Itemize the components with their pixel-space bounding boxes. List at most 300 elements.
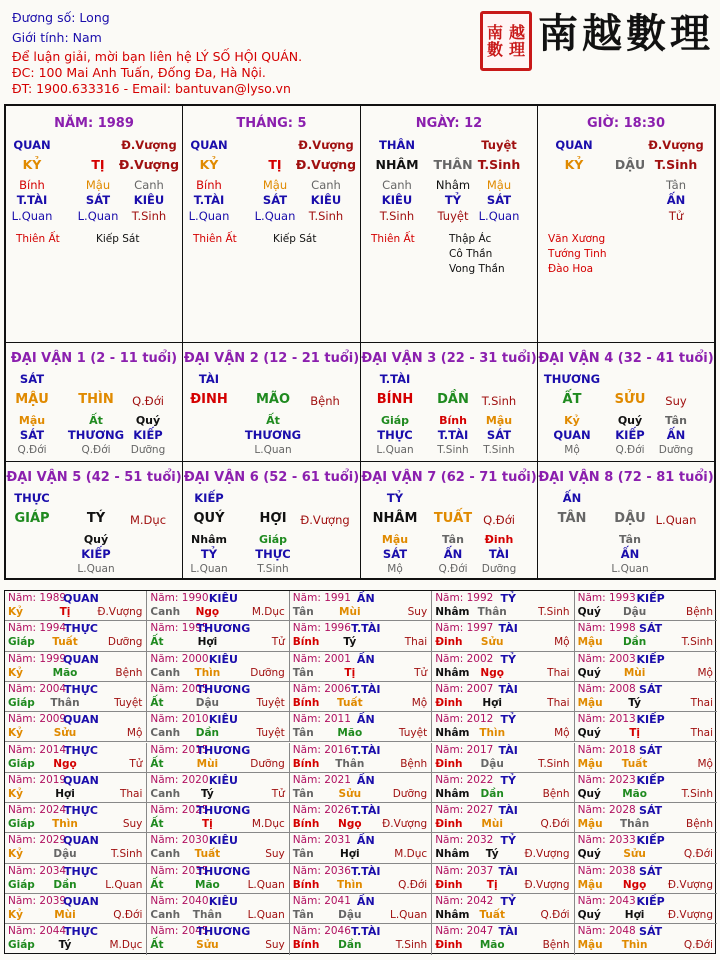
gender: Giới tính: Nam (12, 30, 102, 45)
year-stem: Mậu (577, 696, 603, 709)
hidden-phase: Mộ (564, 444, 580, 456)
year-label: Năm: 1991 (292, 592, 351, 604)
year-god: QUAN (63, 834, 99, 848)
year-label: Năm: 2001 (292, 652, 351, 665)
year-branch: Mùi (623, 666, 646, 679)
hidden-phase: Mộ (387, 563, 403, 575)
year-cell (147, 591, 289, 621)
year-phase: Mộ (126, 727, 143, 740)
year-cell (5, 652, 147, 682)
year-label: Năm: 2022 (435, 773, 494, 786)
year-stem: Ất (150, 696, 164, 709)
year-god: KIẾP (636, 592, 665, 605)
hidden-stem: Giáp (380, 414, 410, 427)
year-label: Năm: 2020 (150, 773, 209, 786)
year-phase: T.Sinh (110, 848, 143, 861)
year-cell (290, 803, 432, 833)
pillar-cell (6, 106, 183, 343)
dai-van-cell (361, 343, 538, 462)
pillar-text: SÁT (262, 193, 288, 207)
year-phase: L.Quan (389, 909, 428, 921)
year-cell (147, 652, 289, 682)
year-god: THỰC (64, 743, 98, 757)
year-label: Năm: 1997 (435, 622, 494, 635)
year-phase: T.Sinh (395, 939, 428, 952)
year-label: Năm: 2011 (292, 713, 351, 726)
year-branch: Sửu (480, 636, 504, 649)
year-god: KIÊU (208, 895, 238, 908)
year-phase: L.Quan (105, 878, 143, 891)
year-label: Năm: 2027 (435, 804, 494, 817)
year-branch: Dậu (195, 696, 220, 709)
pillar-text: DẬU (614, 157, 646, 172)
seal-char: 越 (508, 23, 525, 42)
dai-van-branch: TUẤT (433, 511, 473, 526)
year-branch: Thìn (194, 666, 221, 679)
year-god: TỶ (500, 773, 516, 787)
dai-van-god: TỶ (386, 491, 404, 505)
dai-van-phase: Bệnh (310, 394, 340, 408)
dai-van-cell (6, 343, 183, 462)
owner-name: Đương số: Long (12, 10, 110, 25)
year-label: Năm: 2034 (8, 864, 67, 877)
year-phase: Mộ (697, 666, 713, 679)
year-phase: Thai (404, 636, 428, 649)
dai-van-god: SÁT (19, 372, 45, 386)
year-phase: Suy (407, 606, 428, 618)
year-god: ẤN (356, 713, 375, 727)
year-branch: Tý (201, 787, 214, 800)
year-cell (575, 864, 717, 894)
pillar-title: NGÀY: 12 (415, 116, 483, 131)
year-god: QUAN (63, 773, 99, 787)
hidden-phase: T.Sinh (483, 444, 515, 456)
pillar-text: L.Quan (188, 209, 230, 223)
year-stem: Giáp (8, 696, 35, 709)
year-label: Năm: 2008 (577, 682, 636, 695)
year-god: T.TÀI (351, 622, 381, 636)
year-stem: Mậu (577, 939, 603, 952)
hidden-phase: L.Quan (376, 444, 414, 456)
year-label: Năm: 1990 (150, 592, 209, 604)
year-phase: M.Dục (251, 818, 285, 831)
dai-van-branch: MÃO (255, 392, 291, 407)
year-branch: Sửu (53, 727, 77, 740)
year-branch: Mão (195, 878, 220, 891)
year-label: Năm: 2036 (292, 864, 351, 877)
year-cell (575, 894, 717, 924)
year-phase: Thai (547, 666, 570, 679)
dai-van-title: ĐẠI VẬN 6 (52 - 61 tuổi) (183, 470, 360, 485)
year-stem: Kỷ (8, 666, 23, 679)
year-god: TÀI (498, 743, 518, 757)
year-label: Năm: 2040 (150, 895, 209, 907)
pillar-text: QUAN (555, 138, 593, 152)
year-cell (147, 833, 289, 863)
year-branch: Sửu (623, 848, 646, 861)
dai-van-god: TÀI (198, 372, 220, 386)
year-stem: Giáp (8, 878, 35, 891)
year-god: ẤN (356, 895, 375, 908)
year-branch: Sửu (338, 787, 362, 800)
pillar-text: Canh (382, 178, 412, 192)
year-phase: Thai (690, 727, 713, 740)
year-god: THỰC (64, 622, 98, 636)
phone-email: ĐT: 1900.633316 - Email: bantuvan@lyso.vn (12, 81, 291, 96)
year-cell (5, 591, 147, 621)
year-phase: T.Sinh (681, 636, 713, 649)
year-branch: Mão (622, 787, 647, 800)
year-label: Năm: 2046 (292, 925, 351, 938)
pillar-text: QUAN (13, 138, 51, 152)
year-label: Năm: 2012 (435, 713, 494, 726)
dai-van-phase: M.Dục (129, 513, 167, 527)
year-branch: Hợi (624, 909, 645, 921)
year-phase: Q.Đới (540, 818, 570, 831)
year-branch: Mùi (339, 606, 361, 618)
year-branch: Mão (337, 727, 363, 740)
year-god: TÀI (498, 925, 518, 939)
year-phase: Thai (690, 696, 713, 709)
year-stem: Đinh (435, 818, 463, 831)
year-cell (575, 652, 717, 682)
year-label: Năm: 2038 (577, 864, 636, 877)
year-cell (575, 591, 717, 621)
dai-van-title: ĐẠI VẬN 8 (72 - 81 tuổi) (538, 470, 714, 485)
year-phase: Thai (547, 696, 570, 709)
year-stem: Canh (150, 606, 181, 618)
year-god: KIÊU (208, 773, 238, 787)
year-cell (290, 743, 432, 773)
dai-van-branch: SỬU (614, 392, 646, 407)
dai-van-god: THƯƠNG (543, 372, 601, 386)
year-cell (147, 712, 289, 742)
star-text: Vong Thần (449, 263, 505, 275)
year-stem: Canh (150, 848, 181, 861)
pillar-text: Canh (134, 178, 164, 192)
year-god: KIÊU (208, 652, 238, 666)
dai-van-cell (538, 462, 714, 580)
dai-van-god: KIẾP (194, 491, 224, 505)
pillar-text: T.Sinh (131, 209, 167, 223)
star-text: Thiên Ất (16, 233, 60, 245)
year-label: Năm: 2035 (150, 864, 209, 877)
pillar-text: Bính (19, 178, 45, 192)
hidden-god: THỰC (377, 428, 413, 442)
year-cell (575, 924, 717, 954)
year-branch: Thân (192, 909, 222, 921)
year-god: T.TÀI (351, 804, 381, 818)
pillar-text: Đ.Vượng (118, 157, 180, 172)
year-phase: Đ.Vượng (667, 878, 713, 891)
pillar-text: Canh (311, 178, 341, 192)
year-phase: Suy (122, 818, 143, 831)
header (0, 0, 720, 104)
chart-grid (4, 104, 716, 580)
year-label: Năm: 2014 (8, 743, 67, 756)
year-stem: Quý (577, 787, 601, 800)
year-branch: Tuất (337, 696, 363, 709)
pillar-text: KIÊU (133, 193, 165, 207)
pillar-text: THÂN (433, 157, 473, 172)
year-phase: Tử (271, 636, 285, 649)
year-cell (290, 833, 432, 863)
year-stem: Đinh (435, 636, 463, 649)
pillar-title: GIỜ: 18:30 (587, 116, 665, 131)
year-branch: Ngọ (480, 666, 504, 679)
year-branch: Tị (59, 606, 71, 618)
pillar-text: NHÂM (375, 157, 419, 172)
year-phase: Bệnh (115, 666, 143, 679)
year-phase: Q.Đới (540, 909, 570, 921)
year-phase: M.Dục (251, 606, 285, 618)
pillar-text: THÂN (379, 138, 415, 152)
year-phase: T.Sinh (681, 787, 713, 800)
year-label: Năm: 2018 (577, 743, 636, 756)
hidden-god: KIẾP (615, 428, 645, 442)
year-label: Năm: 2000 (150, 652, 209, 665)
year-phase: Thai (119, 787, 143, 800)
dai-van-stem: QUÝ (193, 511, 225, 526)
year-god: THƯƠNG (196, 743, 251, 757)
year-branch: Dậu (622, 606, 647, 618)
year-branch: Thân (50, 696, 80, 709)
pillar-text: T.Sinh (477, 157, 521, 172)
year-label: Năm: 2041 (292, 895, 351, 907)
year-cell (147, 743, 289, 773)
year-god: KIẾP (636, 773, 665, 787)
hidden-stem: Đinh (484, 533, 514, 546)
year-label: Năm: 2028 (577, 804, 636, 817)
year-god: TÀI (498, 622, 518, 636)
year-stem: Ất (150, 878, 164, 891)
hidden-phase: Q.Đới (615, 444, 645, 456)
year-phase: Dưỡng (392, 787, 428, 800)
year-stem: Quý (577, 848, 601, 861)
year-label: Năm: 2023 (577, 773, 636, 786)
year-god: KIÊU (208, 834, 238, 848)
dai-van-stem: MẬU (15, 392, 49, 407)
star-text: Văn Xương (548, 233, 606, 245)
year-god: THƯƠNG (196, 864, 251, 878)
year-cell (5, 682, 147, 712)
year-phase: Mộ (697, 757, 713, 770)
year-god: SÁT (639, 804, 663, 818)
pillar-text: KỶ (199, 157, 219, 172)
pillar-cell (538, 106, 714, 343)
star-text: Tướng Tinh (548, 248, 607, 260)
year-branch: Tị (202, 818, 213, 831)
year-label: Năm: 2021 (292, 773, 351, 786)
hidden-stem: Ất (266, 414, 280, 427)
year-cell (432, 682, 574, 712)
year-phase: Tuyệt (114, 696, 143, 709)
hidden-god: THƯƠNG (244, 428, 302, 442)
year-god: QUAN (63, 713, 99, 727)
dai-van-phase: Q.Đới (132, 394, 164, 408)
dai-van-cell (183, 462, 361, 580)
year-label: Năm: 2016 (292, 743, 351, 756)
year-stem: Quý (577, 666, 601, 679)
hidden-stem: Bính (439, 414, 467, 427)
year-god: ẤN (356, 652, 375, 666)
hidden-stem: Quý (83, 533, 109, 546)
hidden-god: ẤN (620, 547, 640, 561)
year-god: SÁT (639, 864, 663, 878)
year-label: Năm: 2025 (150, 804, 209, 817)
year-cell (432, 621, 574, 651)
year-label: Năm: 1996 (292, 622, 351, 635)
year-branch: Thân (477, 606, 507, 618)
year-label: Năm: 1995 (150, 622, 209, 635)
year-label: Năm: 2043 (577, 895, 636, 907)
year-stem: Kỷ (8, 727, 23, 740)
year-stem: Đinh (435, 696, 463, 709)
year-cell (5, 803, 147, 833)
year-phase: Tuyệt (256, 696, 285, 709)
year-branch: Tý (343, 636, 357, 649)
dai-van-title: ĐẠI VẬN 4 (32 - 41 tuổi) (538, 351, 714, 366)
year-cell (5, 621, 147, 651)
year-cell (290, 924, 432, 954)
year-stem: Canh (150, 909, 181, 921)
dai-van-stem: ẤT (562, 392, 582, 407)
year-phase: Đ.Vượng (667, 909, 713, 921)
dai-van-stem: ĐINH (190, 392, 228, 407)
year-phase: Mộ (411, 696, 428, 709)
year-label: Năm: 2003 (577, 652, 636, 665)
year-branch: Ngọ (622, 878, 647, 891)
year-cell (575, 833, 717, 863)
year-cell (575, 803, 717, 833)
dai-van-title: ĐẠI VẬN 3 (22 - 31 tuổi) (361, 351, 537, 366)
year-stem: Bính (292, 757, 320, 770)
hidden-stem: Tân (619, 533, 641, 546)
year-branch: Mùi (481, 818, 503, 831)
year-god: THƯƠNG (196, 804, 251, 818)
year-branch: Ngọ (195, 606, 220, 618)
hidden-god: SÁT (486, 428, 512, 442)
year-stem: Giáp (8, 757, 35, 770)
year-stem: Giáp (8, 636, 35, 649)
pillar-text: T.Sinh (654, 157, 698, 172)
dai-van-god: ẤN (562, 491, 582, 505)
year-branch: Dần (338, 939, 362, 952)
year-cell (432, 833, 574, 863)
year-branch: Mùi (54, 909, 76, 921)
year-branch: Dần (53, 878, 77, 891)
hidden-god: T.TÀI (437, 428, 469, 442)
year-god: THỰC (64, 804, 98, 818)
year-phase: Bệnh (686, 818, 713, 831)
year-cell (147, 621, 289, 651)
year-stem: Tân (292, 787, 314, 800)
year-cell (147, 682, 289, 712)
year-stem: Canh (150, 666, 181, 679)
year-god: KIẾP (636, 652, 665, 666)
hidden-stem: Giáp (258, 533, 288, 546)
year-cell (147, 924, 289, 954)
star-text: Cô Thần (449, 248, 493, 260)
year-branch: Ngọ (338, 818, 362, 831)
pillar-text: T.TÀI (193, 193, 225, 207)
pillar-text: Đ.Vượng (295, 157, 357, 172)
year-god: ẤN (356, 773, 375, 787)
year-phase: Đ.Vượng (524, 878, 570, 891)
hidden-stem: Ất (89, 414, 103, 427)
year-god: T.TÀI (351, 682, 381, 696)
year-branch: Dần (480, 787, 504, 800)
year-cell (575, 621, 717, 651)
year-stem: Ất (150, 939, 164, 952)
year-phase: Tử (414, 666, 428, 679)
pillar-title: THÁNG: 5 (236, 116, 307, 131)
year-cell (5, 833, 147, 863)
year-god: QUAN (63, 895, 99, 908)
pillar-text: Mậu (85, 178, 111, 192)
pillar-text: TỶ (444, 193, 462, 207)
dai-van-stem: NHÂM (372, 511, 418, 526)
hidden-phase: Dưỡng (658, 444, 694, 456)
pillar-text: Nhâm (435, 178, 471, 192)
dai-van-title: ĐẠI VẬN 1 (2 - 11 tuổi) (10, 351, 178, 366)
year-label: Năm: 2047 (435, 925, 494, 938)
year-phase: Dưỡng (250, 666, 285, 679)
year-stem: Canh (150, 787, 181, 800)
year-branch: Thân (619, 818, 650, 831)
year-label: Năm: 2026 (292, 804, 351, 817)
hidden-phase: L.Quan (611, 563, 649, 575)
year-phase: Mộ (554, 636, 570, 649)
year-label: Năm: 1994 (8, 622, 67, 635)
year-phase: T.Sinh (538, 606, 570, 618)
year-branch: Mão (479, 939, 505, 952)
hidden-stem: Nhâm (191, 533, 227, 546)
year-branch: Tuất (479, 909, 505, 921)
year-cell (432, 712, 574, 742)
year-cell (290, 773, 432, 803)
year-cell (290, 894, 432, 924)
seal-char: 數 (486, 40, 503, 59)
pillar-cell (183, 106, 361, 343)
year-branch: Mão (52, 666, 78, 679)
year-stem: Kỷ (8, 787, 23, 800)
year-cell (432, 864, 574, 894)
year-label: Năm: 2015 (150, 743, 209, 756)
dai-van-branch: THÌN (78, 392, 114, 407)
year-cell (290, 621, 432, 651)
hidden-phase: Q.Đới (81, 444, 111, 456)
year-label: Năm: 2007 (435, 682, 494, 695)
year-branch: Thìn (479, 727, 506, 740)
year-stem: Đinh (435, 939, 463, 952)
year-phase: Tuyệt (256, 727, 285, 740)
year-stem: Tân (292, 606, 314, 618)
pillar-text: Đ.Vượng (298, 138, 354, 152)
year-label: Năm: 2033 (577, 834, 636, 847)
year-branch: Thìn (52, 818, 78, 831)
year-label: Năm: 2029 (8, 834, 67, 847)
year-stem: Mậu (577, 636, 603, 649)
year-god: KIẾP (636, 713, 665, 727)
hidden-god: ẤN (666, 428, 686, 442)
year-phase: Đ.Vượng (524, 848, 570, 861)
year-stem: Bính (292, 818, 320, 831)
year-god: TỶ (500, 713, 516, 727)
year-stem: Nhâm (435, 606, 470, 618)
year-cell (575, 773, 717, 803)
year-label: Năm: 1999 (8, 652, 67, 665)
